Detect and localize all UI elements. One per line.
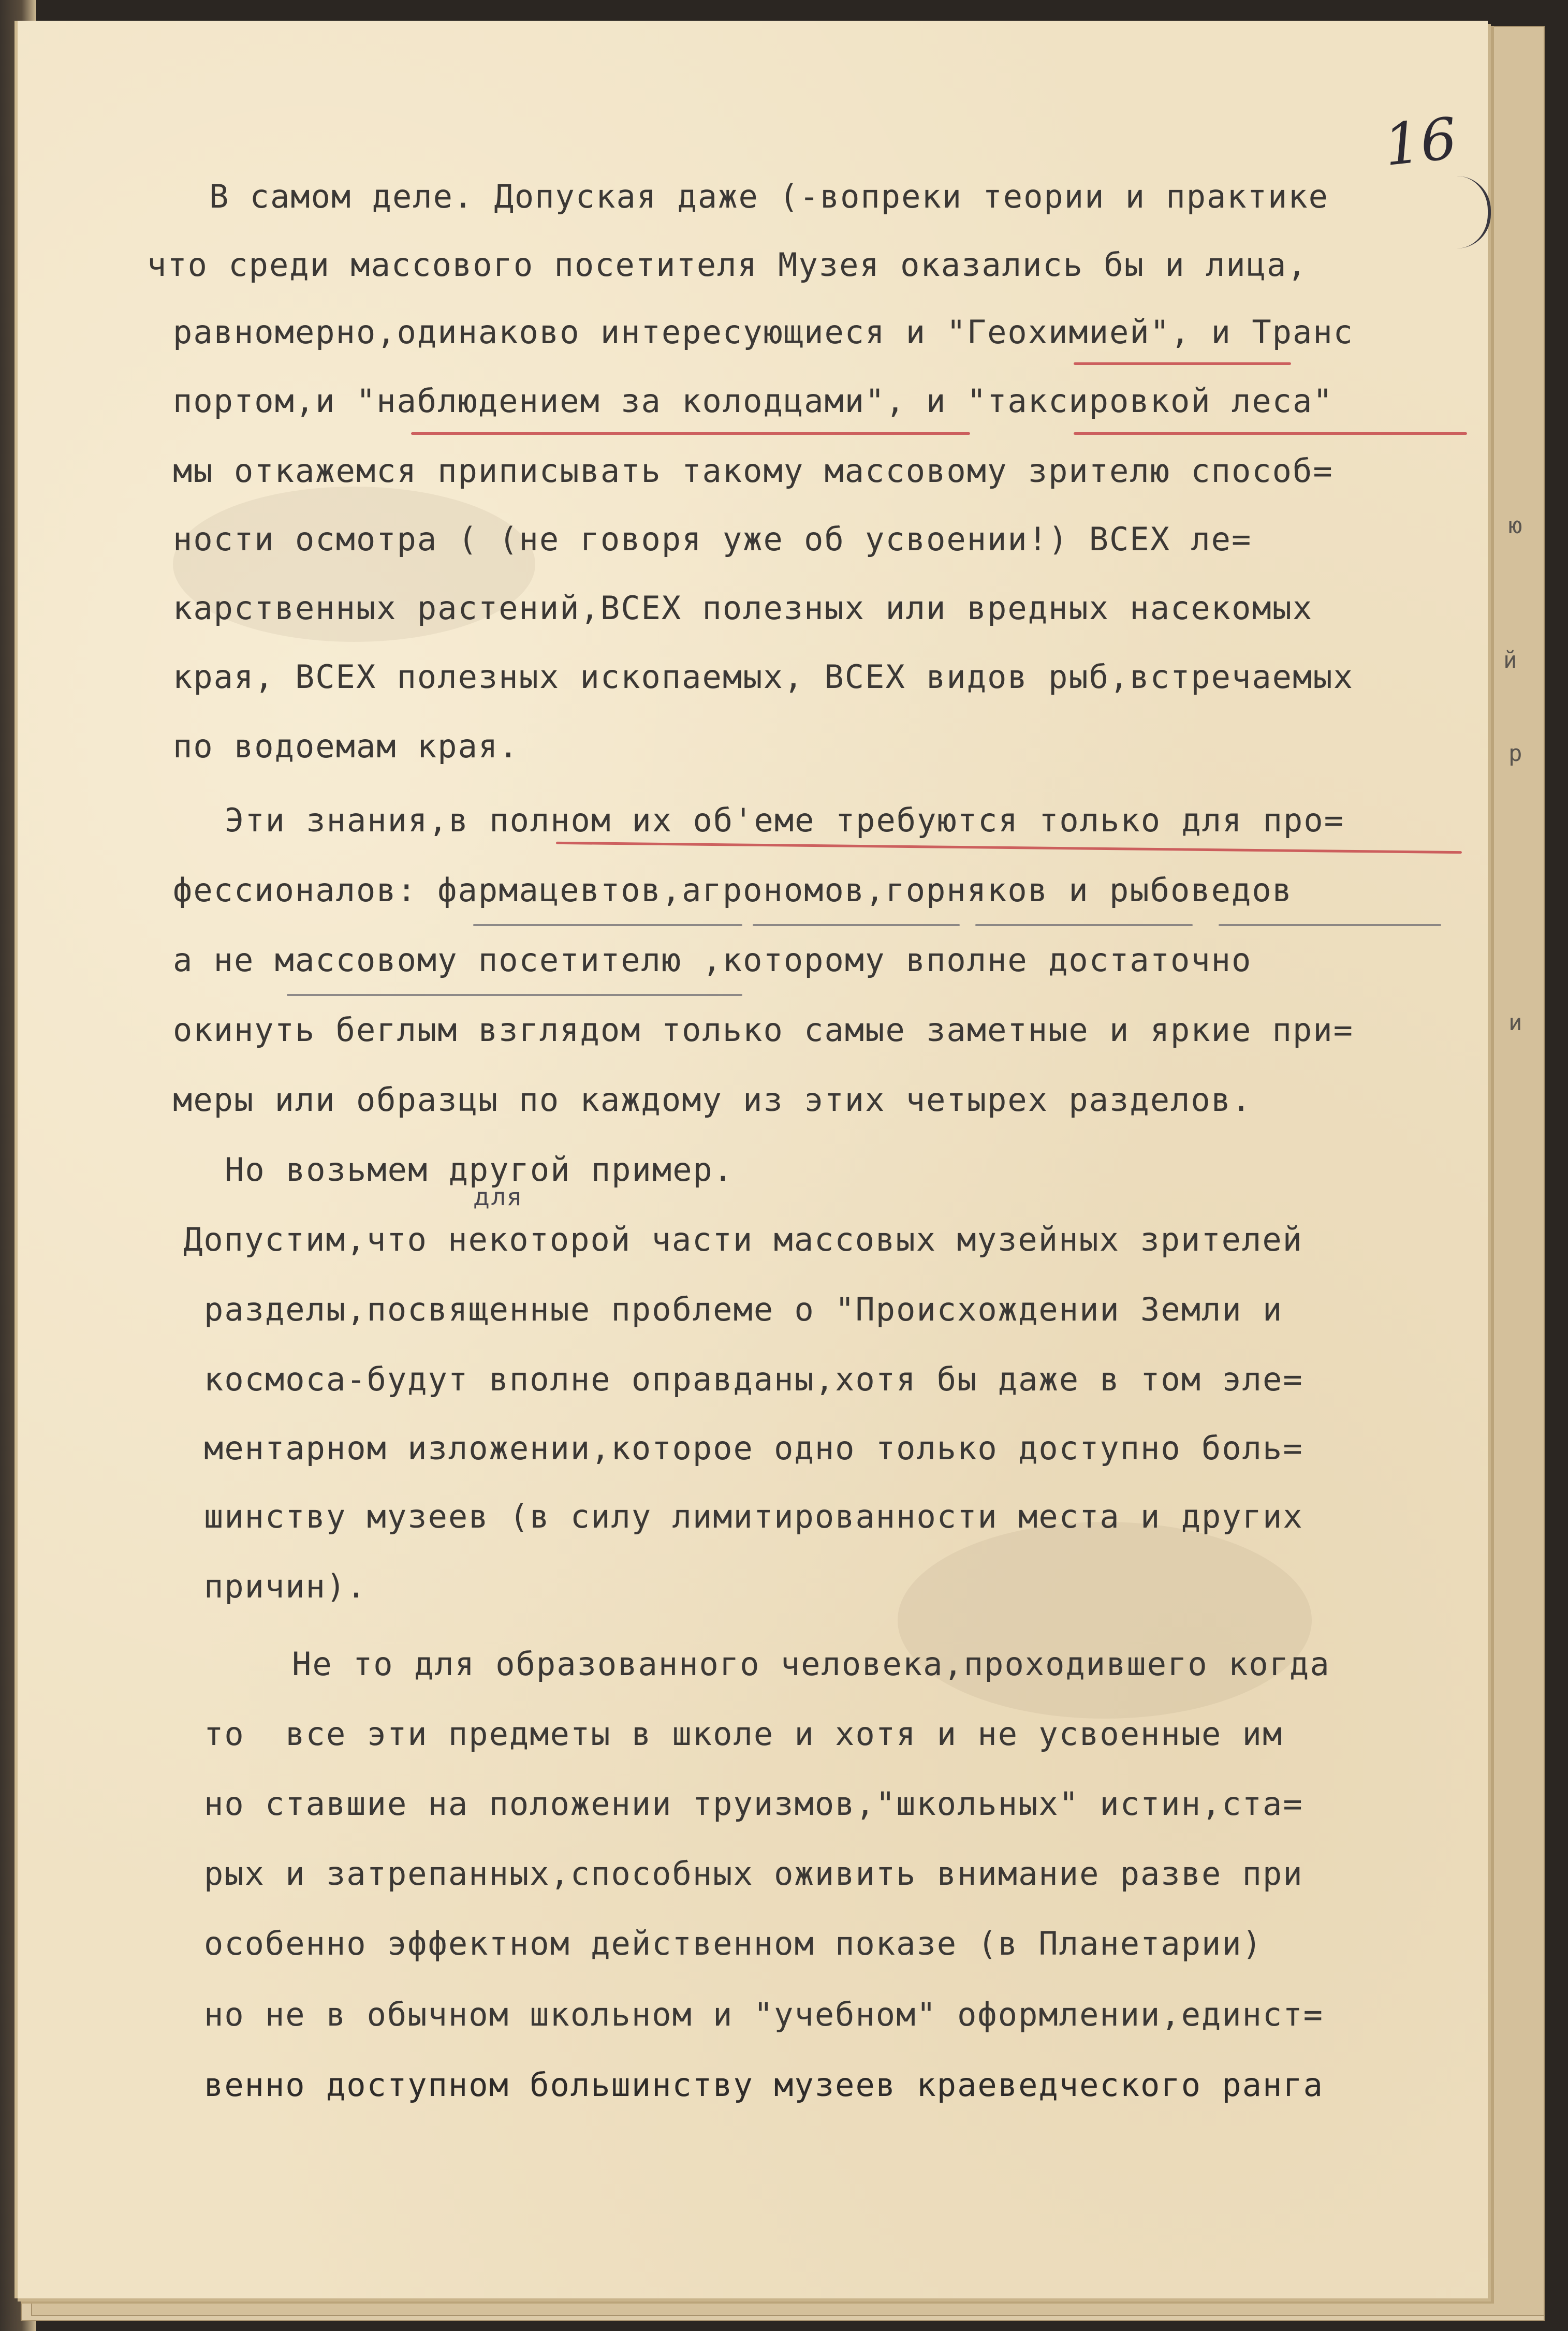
text-line: фессионалов: фармацевтов,агрономов,горняков и рыбоведов bbox=[173, 871, 1293, 909]
text-line: по водоемам края. bbox=[173, 727, 519, 765]
pencil-underline bbox=[753, 924, 960, 926]
text-line: Но возьмем другой пример. bbox=[225, 1151, 734, 1189]
text-line: венно доступном большинству музеев краеведческого ранга bbox=[204, 2066, 1324, 2104]
text-line: края, ВСЕХ полезных ископаемых, ВСЕХ видов рыб,встречаемых bbox=[173, 658, 1354, 696]
text-line: ности осмотра ( (не говоря уже об усвоении!) ВСЕХ ле= bbox=[173, 520, 1252, 558]
text-line: шинству музеев (в силу лимитированности места и других bbox=[204, 1498, 1303, 1535]
red-underline bbox=[411, 432, 970, 435]
text-line: В самом деле. Допуская даже (-вопреки теории и практике bbox=[209, 178, 1329, 215]
margin-mark: ю bbox=[1508, 512, 1522, 539]
text-line: меры или образцы по каждому из этих четырех разделов. bbox=[173, 1081, 1252, 1119]
text-line: Допустим,что некоторой части массовых музейных зрителей bbox=[183, 1221, 1303, 1258]
text-line: особенно эффектном действенном показе (в Планетарии) bbox=[204, 1925, 1263, 1962]
red-underline bbox=[1074, 432, 1467, 435]
text-line: ментарном изложении,которое одно только доступно боль= bbox=[204, 1429, 1303, 1467]
pencil-underline bbox=[975, 924, 1193, 926]
margin-mark: и bbox=[1508, 1009, 1522, 1036]
text-line: а не массовому посетителю ,которому вполне достаточно bbox=[173, 941, 1252, 979]
handwritten-insertion: для bbox=[473, 1183, 522, 1211]
red-underline bbox=[556, 842, 1462, 854]
text-line: но не в обычном школьном и "учебном" оформлении,единст= bbox=[204, 1996, 1324, 2033]
margin-mark: й bbox=[1503, 647, 1517, 673]
handwritten-bracket bbox=[1457, 176, 1491, 248]
text-line: окинуть беглым взглядом только самые заметные и яркие при= bbox=[173, 1011, 1354, 1049]
pencil-underline bbox=[473, 924, 742, 926]
pencil-underline bbox=[287, 994, 742, 996]
text-line: но ставшие на положении труизмов,"школьных" истин,ста= bbox=[204, 1785, 1303, 1823]
pencil-underline bbox=[1219, 924, 1441, 926]
paper-stain bbox=[898, 1522, 1312, 1719]
red-underline bbox=[1074, 362, 1291, 365]
text-line: равномерно,одинаково интересующиеся и "Геохимией", и Транс bbox=[173, 313, 1354, 351]
text-line: Эти знания,в полном их об'еме требуются только для про= bbox=[225, 801, 1344, 839]
typewritten-page bbox=[14, 21, 1522, 2298]
text-line: Не то для образованного человека,проходившего когда bbox=[292, 1645, 1330, 1683]
text-line: что среди массового посетителя Музея оказались бы и лица, bbox=[147, 246, 1308, 284]
text-line: разделы,посвященные проблеме о "Происхождении Земли и bbox=[204, 1291, 1283, 1328]
text-line: портом,и "наблюдением за колодцами", и "таксировкой леса" bbox=[173, 382, 1333, 420]
margin-mark: р bbox=[1508, 740, 1522, 767]
text-line: рых и затрепанных,способных оживить внимание разве при bbox=[204, 1855, 1303, 1893]
text-line: карственных растений,ВСЕХ полезных или вредных насекомых bbox=[173, 589, 1313, 627]
text-line: причин). bbox=[204, 1567, 367, 1605]
folio-number: 16 bbox=[1381, 105, 1460, 179]
text-line: космоса-будут вполне оправданы,хотя бы даже в том эле= bbox=[204, 1360, 1303, 1398]
text-line: то все эти предметы в школе и хотя и не усвоенные им bbox=[204, 1715, 1283, 1753]
text-line: мы откажемся приписывать такому массовому зрителю способ= bbox=[173, 452, 1333, 490]
